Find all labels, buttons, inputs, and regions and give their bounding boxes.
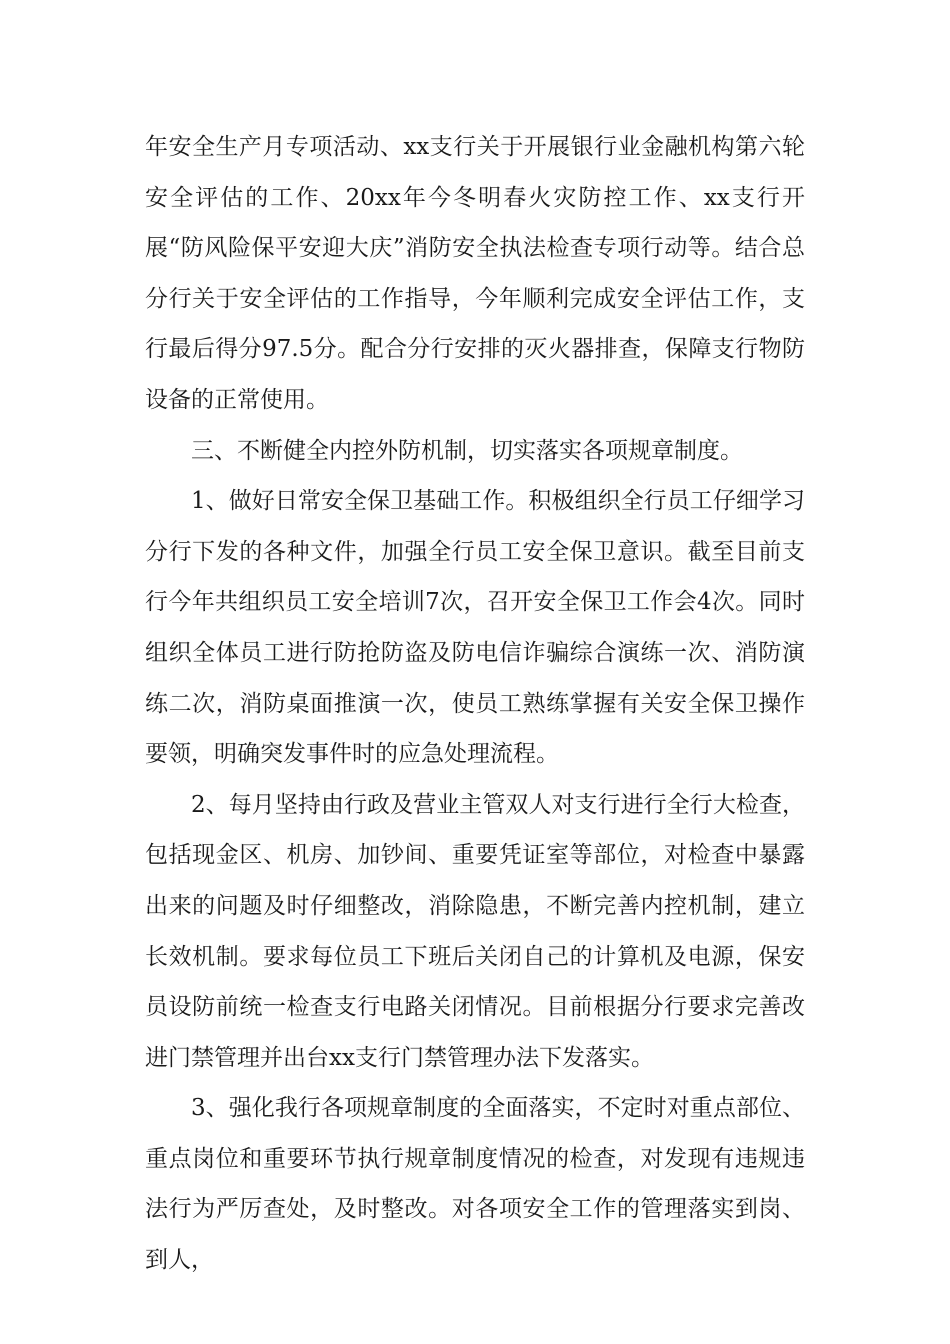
- paragraph-safety-activities: 年安全生产月专项活动、xx支行关于开展银行业金融机构第六轮安全评估的工作、20xx年今冬明春火灾防控工作、xx支行开展“防风险保平安迎大庆”消防安全执法检查专项行动等。结合总分行关于安全评估的工作指导，今年顺利完成安全评估工作，支行最后得分97.5分。配合分行安排的灭火器排查，保障支行物防设备的正常使用。: [145, 134, 805, 413]
- paragraph-section-three-heading: 三、不断健全内控外防机制，切实落实各项规章制度。: [191, 437, 743, 464]
- document-body: [145, 122, 805, 1286]
- paragraph-item-1: 1、做好日常安全保卫基础工作。积极组织全行员工仔细学习分行下发的各种文件，加强全行员工安全保卫意识。截至目前支行今年共组织员工安全培训7次，召开安全保卫工作会4次。同时组织全体员工进行防抢防盗及防电信诈骗综合演练一次、消防演练二次，消防桌面推演一次，使员工熟练掌握有关安全保卫操作要领，明确突发事件时的应急处理流程。: [145, 488, 805, 768]
- paragraph-item-2: 2、每月坚持由行政及营业主管双人对支行进行全行大检查，包括现金区、机房、加钞间、重要凭证室等部位，对检查中暴露出来的问题及时仔细整改，消除隐患，不断完善内控机制，建立长效机制。要求每位员工下班后关闭自己的计算机及电源，保安员设防前统一检查支行电路关闭情况。目前根据分行要求完善改进门禁管理并出台xx支行门禁管理办法下发落实。: [145, 791, 805, 1071]
- paragraph-item-3: 3、强化我行各项规章制度的全面落实，不定时对重点部位、重点岗位和重要环节执行规章制度情况的检查，对发现有违规违法行为严厉查处，及时整改。对各项安全工作的管理落实到岗、到人，: [145, 1095, 805, 1274]
